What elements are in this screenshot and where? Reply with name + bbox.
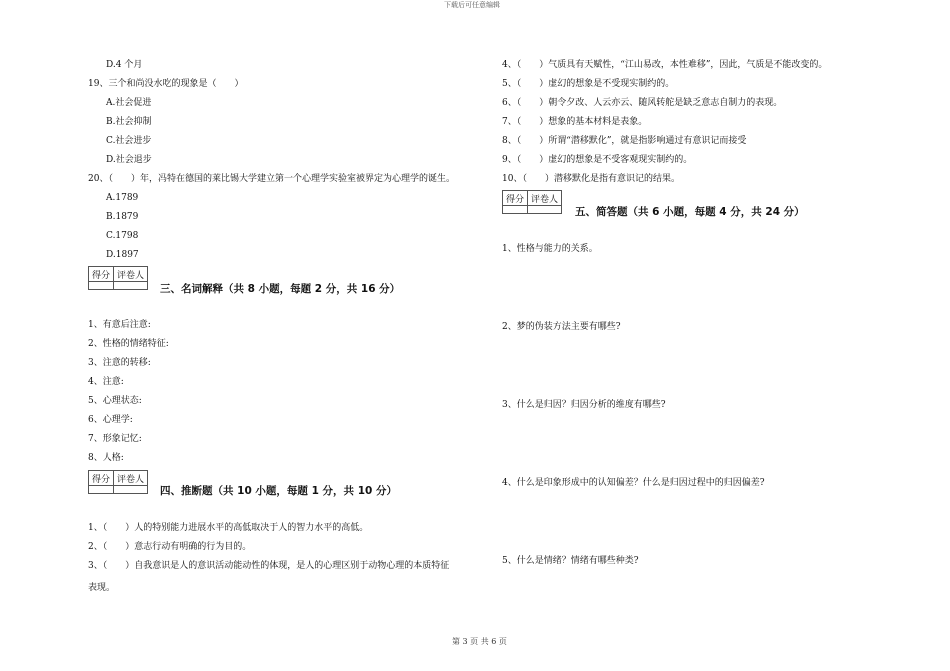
q20-option: A.1789 xyxy=(106,193,139,203)
grader-label: 评卷人 xyxy=(528,191,562,206)
section4-item-continued: 表现。 xyxy=(88,583,116,593)
section3-item: 3、注意的转移: xyxy=(88,358,151,368)
section3-item: 2、性格的情绪特征: xyxy=(88,339,169,349)
section5-item: 4、什么是印象形成中的认知偏差？什么是归因过程中的归因偏差? xyxy=(502,478,765,488)
section4-item: 5、（ ）虚幻的想象是不受现实制约的。 xyxy=(502,79,675,89)
section4-item: 3、（ ）自我意识是人的意识活动能动性的体现，是人的心理区别于动物心理的本质特征 xyxy=(88,561,450,571)
score-box xyxy=(88,266,148,290)
score-box xyxy=(502,190,562,214)
section3-item: 6、心理学: xyxy=(88,415,133,425)
q20-option: B.1879 xyxy=(106,212,139,222)
q18-option-d: D.4 个月 xyxy=(106,60,143,70)
section5-item: 3、什么是归因？归因分析的维度有哪些? xyxy=(502,400,666,410)
section3-item: 7、形象记忆: xyxy=(88,434,142,444)
section5-item: 1、性格与能力的关系。 xyxy=(502,244,598,254)
grader-cell xyxy=(528,206,562,214)
section4-item: 1、（ ）人的特别能力进展水平的高低取决于人的智力水平的高低。 xyxy=(88,523,369,533)
score-cell xyxy=(89,486,114,494)
section4-item: 7、（ ）想象的基本材料是表象。 xyxy=(502,117,648,127)
section3-item: 4、注意: xyxy=(88,377,124,387)
score-cell xyxy=(89,282,114,290)
section4-item: 9、（ ）虚幻的想象是不受客观现实制约的。 xyxy=(502,155,693,165)
page-header-note: 下载后可任意编辑 xyxy=(444,1,500,9)
section4-item: 6、（ ）朝令夕改、人云亦云、随风转舵是缺乏意志自制力的表现。 xyxy=(502,98,783,108)
q20-option: D.1897 xyxy=(106,250,139,260)
q19-stem: 19、三个和尚没水吃的现象是（ ） xyxy=(88,79,244,89)
q19-option: A.社会促进 xyxy=(106,98,152,108)
grader-label: 评卷人 xyxy=(114,267,148,282)
section5-item: 5、什么是情绪？情绪有哪些种类? xyxy=(502,556,639,566)
section4-item: 2、（ ）意志行动有明确的行为目的。 xyxy=(88,542,252,552)
section3-title: 三、名词解释（共 8 小题，每题 2 分，共 16 分） xyxy=(160,283,401,295)
section3-item: 5、心理状态: xyxy=(88,396,142,406)
section3-item: 8、人格: xyxy=(88,453,124,463)
score-label: 得分 xyxy=(89,471,114,486)
q19-option: C.社会进步 xyxy=(106,136,152,146)
q19-option: B.社会抑制 xyxy=(106,117,152,127)
section4-item: 4、（ ）气质具有天赋性，“江山易改，本性难移”，因此，气质是不能改变的。 xyxy=(502,60,828,70)
q20-stem: 20、（ ）年，冯特在德国的莱比锡大学建立第一个心理学实验室被界定为心理学的诞生。 xyxy=(88,174,455,184)
section5-title: 五、简答题（共 6 小题，每题 4 分，共 24 分） xyxy=(575,206,805,218)
score-label: 得分 xyxy=(89,267,114,282)
grader-cell xyxy=(114,282,148,290)
grader-label: 评卷人 xyxy=(114,471,148,486)
grader-cell xyxy=(114,486,148,494)
score-cell xyxy=(503,206,528,214)
q20-option: C.1798 xyxy=(106,231,139,241)
section3-item: 1、有意后注意: xyxy=(88,320,151,330)
section5-item: 2、梦的伪装方法主要有哪些? xyxy=(502,322,621,332)
score-label: 得分 xyxy=(503,191,528,206)
page-footer: 第 3 页 共 6 页 xyxy=(452,637,507,646)
section4-item: 8、（ ）所谓“潜移默化”，就是指影响通过有意识记而接受 xyxy=(502,136,747,146)
q19-option: D.社会退步 xyxy=(106,155,152,165)
section4-title: 四、推断题（共 10 小题，每题 1 分，共 10 分） xyxy=(160,485,397,497)
section4-item: 10、（ ）潜移默化是指有意识记的结果。 xyxy=(502,174,680,184)
score-box xyxy=(88,470,148,494)
